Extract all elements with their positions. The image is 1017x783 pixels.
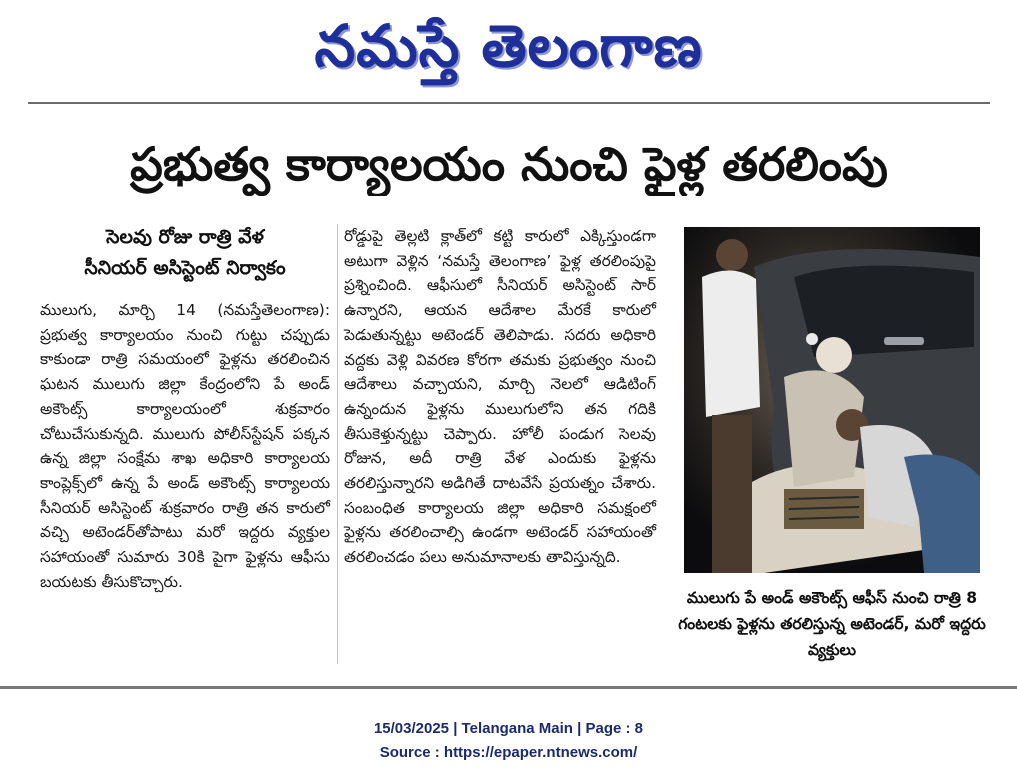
page-bottom-divider xyxy=(0,686,1017,689)
article-body-column-1: ములుగు, మార్చి 14 (నమస్తేతెలంగాణ): ప్రభుత్వ కార్యాలయం నుంచి గుట్టు చప్పుడు కాకుండా రాత్రి సమయంలో ఫైళ్లను తరలించిన ఘటన ములుగు జిల్లా కేంద్రంలోని పే అండ్ అకౌంట్స్ కార్యాలయంలో శుక్రవారం చోటుచేసుకున్నది. ములుగు పోలీస్‌స్టేషన్ పక్కన ఉన్న జిల్లా సంక్షేమ శాఖ అధికారి కార్యాలయ కాంప్లెక్స్‌లో ఉన్న పే అండ్ అకౌంట్స్ కార్యాలయ సీనియర్ అసిస్టెంట్ శుక్రవారం రాత్రి తన కారులో వచ్చి అటెండర్‌తోపాటు మరో ఇద్దరు వ్యక్తుల సహాయంతో సుమారు 30కి పైగా ఫైళ్లను ఆఫీసు బయటకు తీసుకొచ్చారు. xyxy=(40,301,330,591)
article-subhead xyxy=(40,222,330,284)
news-photo xyxy=(684,227,980,573)
article-body-column-2: రోడ్డుపై తెల్లటి క్లాత్‌లో కట్టి కారులో ఎక్కిస్తుండగా అటుగా వెళ్లిన ‘నమస్తే తెలంగాణ’ ఫైళ్ల తరలింపుపై ప్రశ్నించింది. ఆఫీసులో సీనియర్ అసిస్టెంట్ సార్ ఉన్నారని, ఆయన ఆదేశాల మేరకే కారులో పెడుతున్నట్టు అటెండర్ తెలిపాడు. సదరు అధికారి వద్దకు వెళ్లి వివరణ కోరగా తమకు ప్రభుత్వం నుంచి ఆదేశాలు వచ్చాయని, మార్చి నెలలో ఆడిటింగ్ ఉన్నందున ఫైళ్లను ములుగులోని తన గదికి తీసుకెళ్తున్నట్టు చెప్పారు. హోలీ పండుగ సెలవు రోజున, అదీ రాత్రి వేళ ఎందుకు ఫైళ్లను తరలిస్తున్నారని అడిగితే దాటవేసే ప్రయత్నం చేశారు. సంబంధిత కార్యాలయ జిల్లా అధికారి సమక్షంలో ఫైళ్లను తరలించాల్సి ఉండగా అటెండర్ సహాయంతో తరలించడం పలు అనుమానాలకు తావిస్తున్నది. xyxy=(344,227,656,567)
news-photo-illustration xyxy=(684,227,980,573)
footer-edition-info: 15/03/2025 | Telangana Main | Page : 8 xyxy=(373,720,644,737)
article-column-2 xyxy=(344,224,656,570)
column-divider xyxy=(337,224,338,664)
newspaper-masthead: నమస్తే తెలంగాణ xyxy=(314,12,703,80)
article-subhead-line-1: సెలవు రోజు రాత్రి వేళ xyxy=(106,226,264,248)
article-column-1 xyxy=(40,222,330,594)
photo-caption: ములుగు పే అండ్ అకౌంట్స్ ఆఫీస్ నుంచి రాత్రి 8 గంటలకు ఫైళ్లను తరలిస్తున్న అటెండర్, మరో ఇద్దరు వ్యక్తులు xyxy=(678,589,986,659)
footer-source-link[interactable]: Source : https://epaper.ntnews.com/ xyxy=(379,744,638,761)
article-headline: ప్రభుత్వ కార్యాలయం నుంచి ఫైళ్ల తరలింపు xyxy=(130,137,888,191)
article-subhead-line-2: సీనియర్ అసిస్టెంట్ నిర్వాకం xyxy=(84,257,286,279)
masthead-divider xyxy=(28,102,990,104)
